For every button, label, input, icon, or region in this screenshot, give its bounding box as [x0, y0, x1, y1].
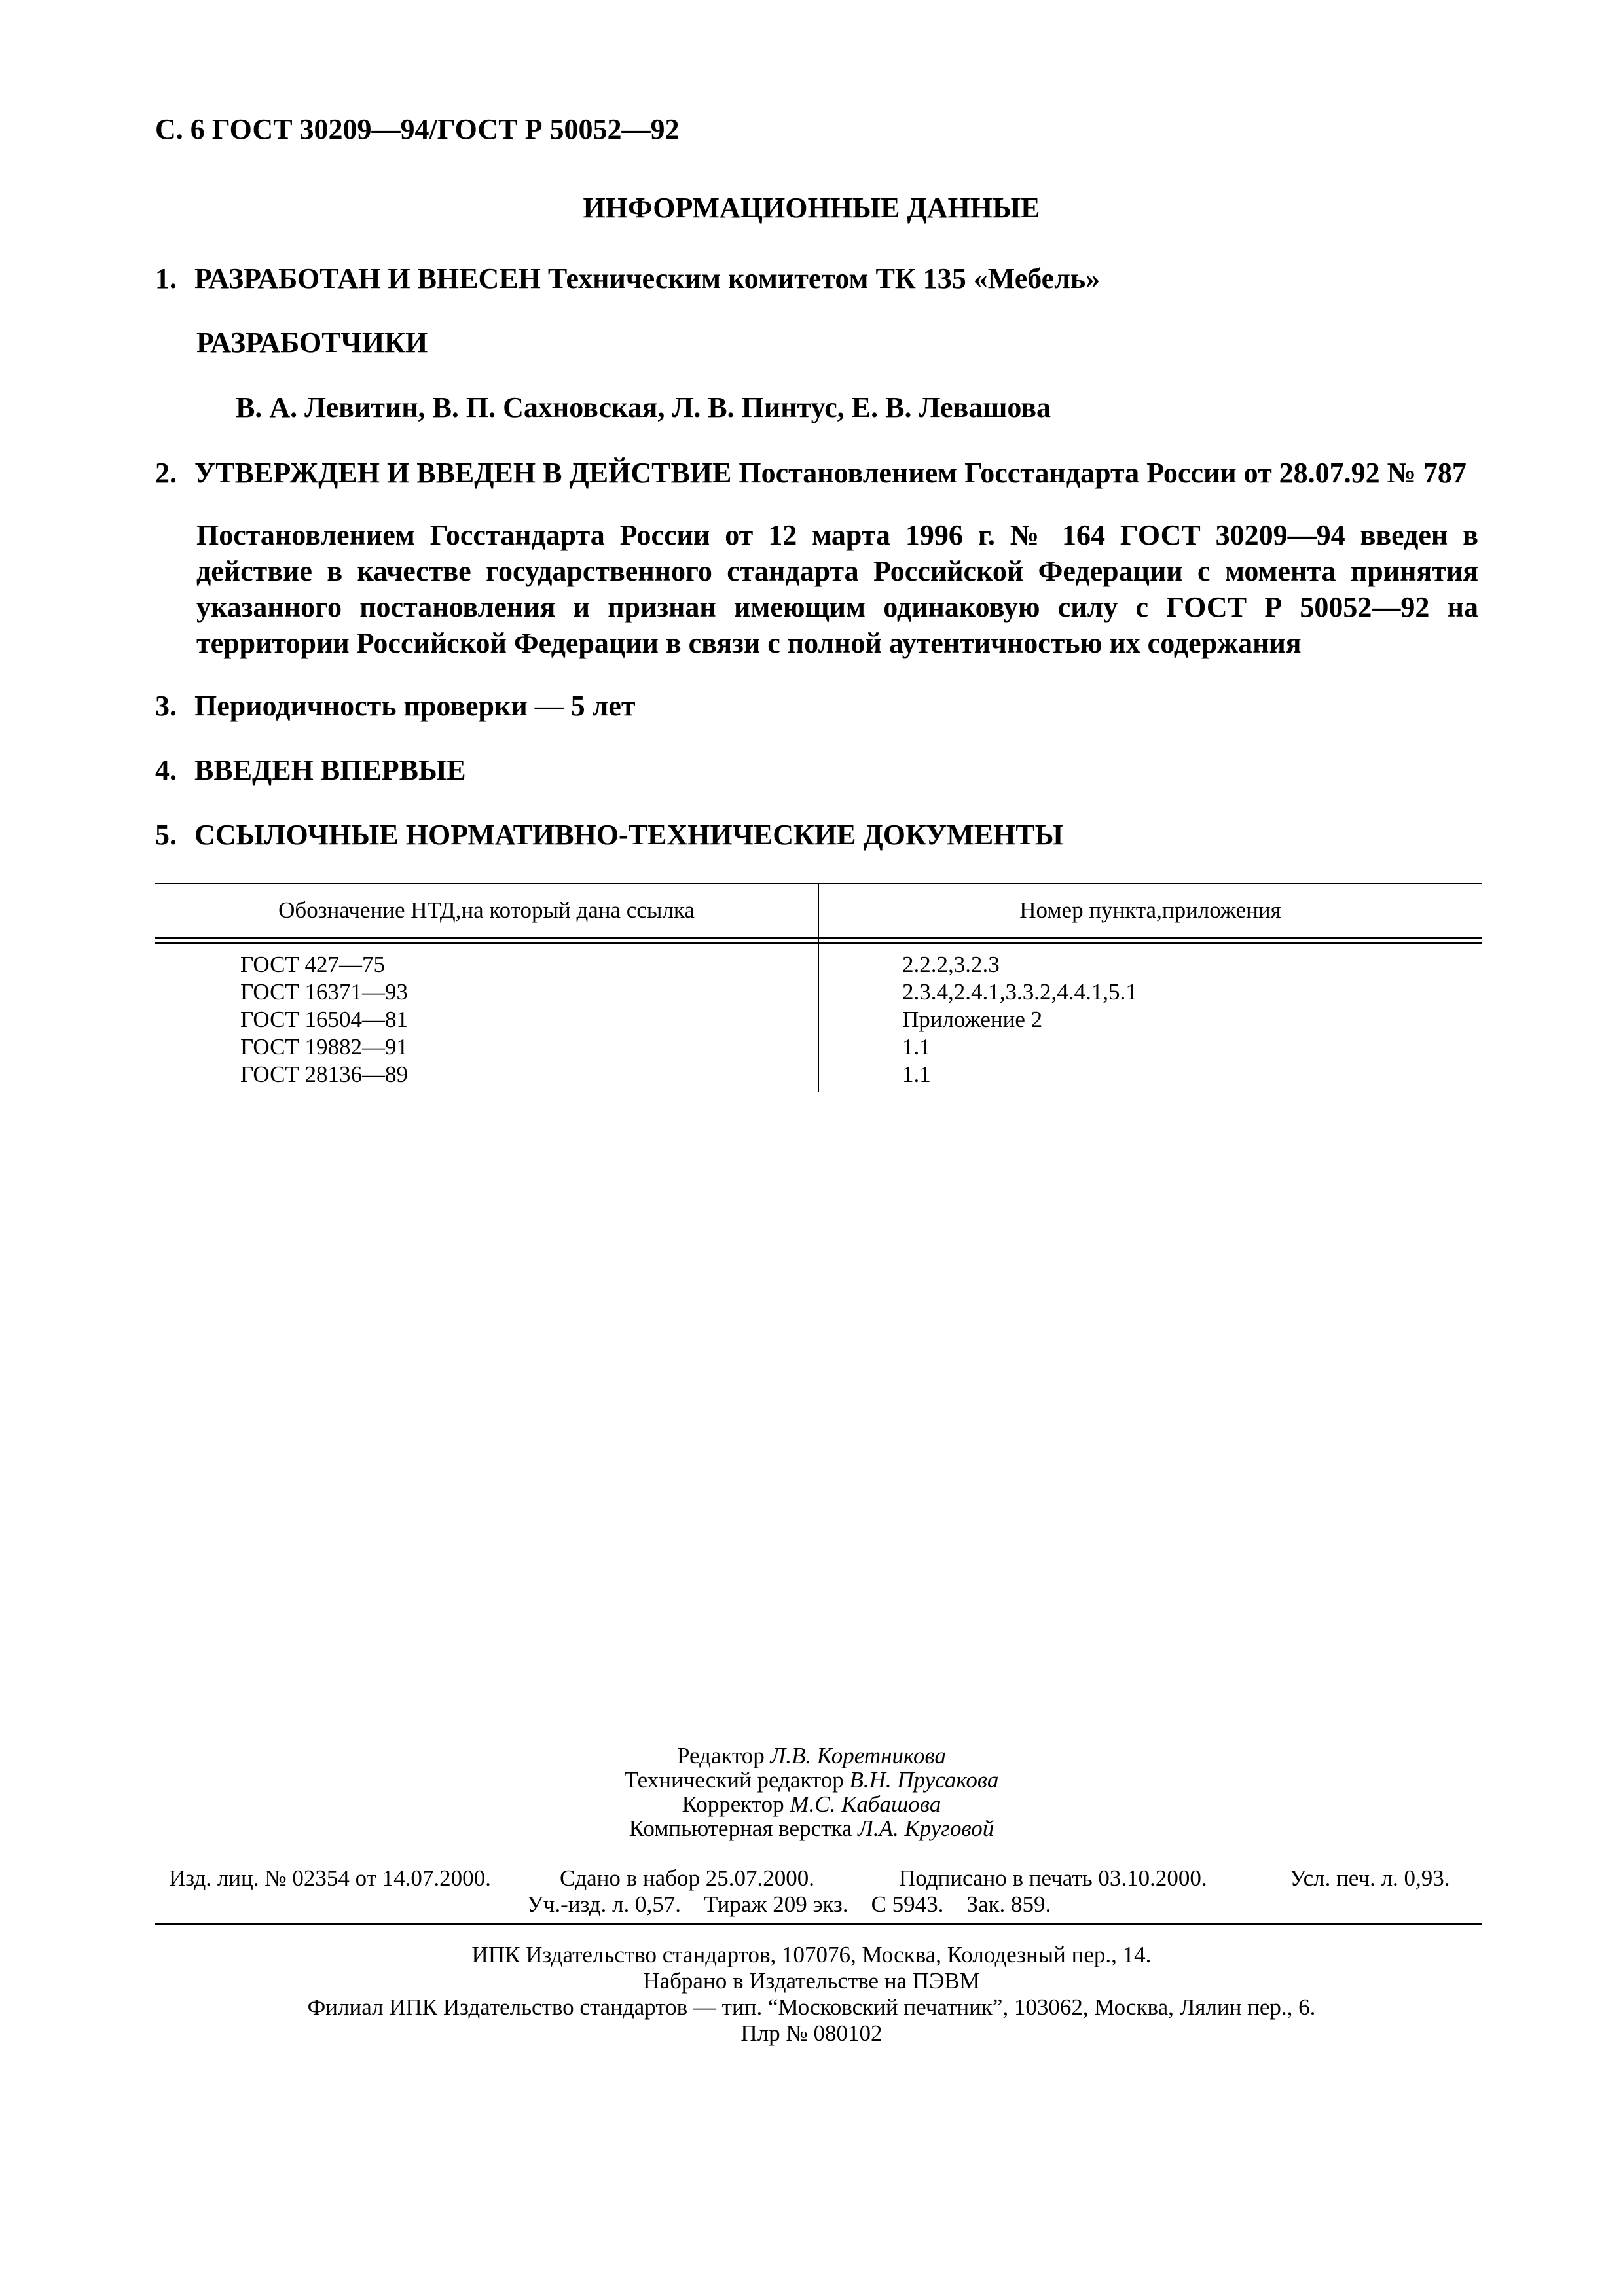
table-header-col2: Номер пункта,приложения [1019, 897, 1281, 923]
publisher-block [0, 1942, 1623, 2047]
item-2-paragraph: Постановлением Госстандарта России от 12 марта 1996 г. № 164 ГОСТ 30209—94 введен в действие в качестве государственного стандарта Российской Федерации с момента принятия указанного постановления и признан имеющим одинаковую силу с ГОСТ Р 50052—92 на территории Российской Федерации в связи с полной аутентичностью их содержания [196, 519, 1478, 659]
table-col2-values [902, 951, 1137, 1088]
credit-layout [0, 1816, 1623, 1840]
credit-name: Л.В. Коретникова [770, 1743, 946, 1768]
credit-tech-editor [0, 1768, 1623, 1792]
imprint-license: Изд. лиц. № 02354 от 14.07.2000. [169, 1865, 491, 1891]
credit-name: М.С. Кабашова [790, 1791, 941, 1817]
credit-corrector [0, 1792, 1623, 1816]
item-3-text: Периодичность проверки — 5 лет [194, 690, 636, 722]
item-2-text: Постановлением Госстандарта России от 28.07.92 № 787 [731, 457, 1467, 489]
credit-label: Корректор [682, 1791, 790, 1817]
publisher-line: Филиал ИПК Издательство стандартов — тип. “Московский печатник”, 103062, Москва, Лялин пер., 6. [307, 1994, 1316, 2020]
publisher-line: Плр № 080102 [740, 2020, 883, 2046]
developers-heading: РАЗРАБОТЧИКИ [196, 327, 428, 359]
publisher-line: Набрано в Издательстве на ПЭВМ [643, 1968, 980, 1994]
credit-label: Редактор [677, 1743, 771, 1768]
item-5 [155, 818, 1063, 852]
table-cell-doc: ГОСТ 16371—93 [240, 979, 409, 1005]
table-cell-doc: ГОСТ 16504—81 [240, 1007, 409, 1032]
credits-block [0, 1744, 1623, 1840]
table-cell-ref: 2.3.4,2.4.1,3.3.2,4.4.1,5.1 [902, 979, 1137, 1005]
imprint-signed: Подписано в печать 03.10.2000. [899, 1865, 1207, 1891]
credit-label: Технический редактор [624, 1767, 850, 1793]
item-1 [155, 262, 1100, 295]
table-cell-ref: 1.1 [902, 1062, 931, 1087]
item-4-number: 4. [155, 754, 177, 786]
imprint-typeset: Сдано в набор 25.07.2000. [560, 1865, 815, 1891]
item-1-text: Техническим комитетом ТК 135 «Мебель» [540, 262, 1101, 295]
section-title: ИНФОРМАЦИОННЫЕ ДАННЫЕ [583, 192, 1040, 224]
item-3-number: 3. [155, 690, 177, 722]
credit-name: В.Н. Прусакова [849, 1767, 999, 1793]
imprint-rule [155, 1923, 1482, 1925]
item-2-number: 2. [155, 457, 177, 489]
credit-name: Л.А. Круговой [858, 1816, 994, 1841]
item-4 [155, 753, 466, 787]
item-2 [155, 456, 1467, 490]
table-header-col1: Обозначение НТД,на который дана ссылка [278, 897, 695, 923]
item-1-bold: РАЗРАБОТАН И ВНЕСЕН [194, 262, 541, 295]
credit-label: Компьютерная верстка [629, 1816, 858, 1841]
table-cell-doc: ГОСТ 427—75 [240, 952, 386, 977]
table-col1-values [240, 951, 408, 1088]
table-cell-ref: 2.2.2,3.2.3 [902, 952, 1000, 977]
credit-editor [0, 1744, 1623, 1768]
imprint-line-2: Уч.-изд. л. 0,57. Тираж 209 экз. С 5943. Зак. 859. [527, 1892, 1051, 1917]
table-cell-doc: ГОСТ 28136—89 [240, 1062, 409, 1087]
imprint-sheets: Усл. печ. л. 0,93. [1290, 1865, 1450, 1891]
item-2-bold: УТВЕРЖДЕН И ВВЕДЕН В ДЕЙСТВИЕ [194, 457, 732, 489]
table-cell-ref: Приложение 2 [902, 1007, 1043, 1032]
item-1-number: 1. [155, 262, 177, 295]
item-5-text: ССЫЛОЧНЫЕ НОРМАТИВНО-ТЕХНИЧЕСКИЕ ДОКУМЕНТЫ [194, 819, 1063, 851]
table-cell-doc: ГОСТ 19882—91 [240, 1034, 409, 1060]
page-header: С. 6 ГОСТ 30209—94/ГОСТ Р 50052—92 [155, 113, 680, 145]
publisher-line: ИПК Издательство стандартов, 107076, Москва, Колодезный пер., 14. [471, 1942, 1152, 1967]
developers-list: В. А. Левитин, В. П. Сахновская, Л. В. Пинтус, Е. В. Левашова [236, 391, 1051, 423]
item-3 [155, 689, 636, 723]
table-cell-ref: 1.1 [902, 1034, 931, 1060]
item-4-text: ВВЕДЕН ВПЕРВЫЕ [194, 754, 466, 786]
item-5-number: 5. [155, 819, 177, 851]
